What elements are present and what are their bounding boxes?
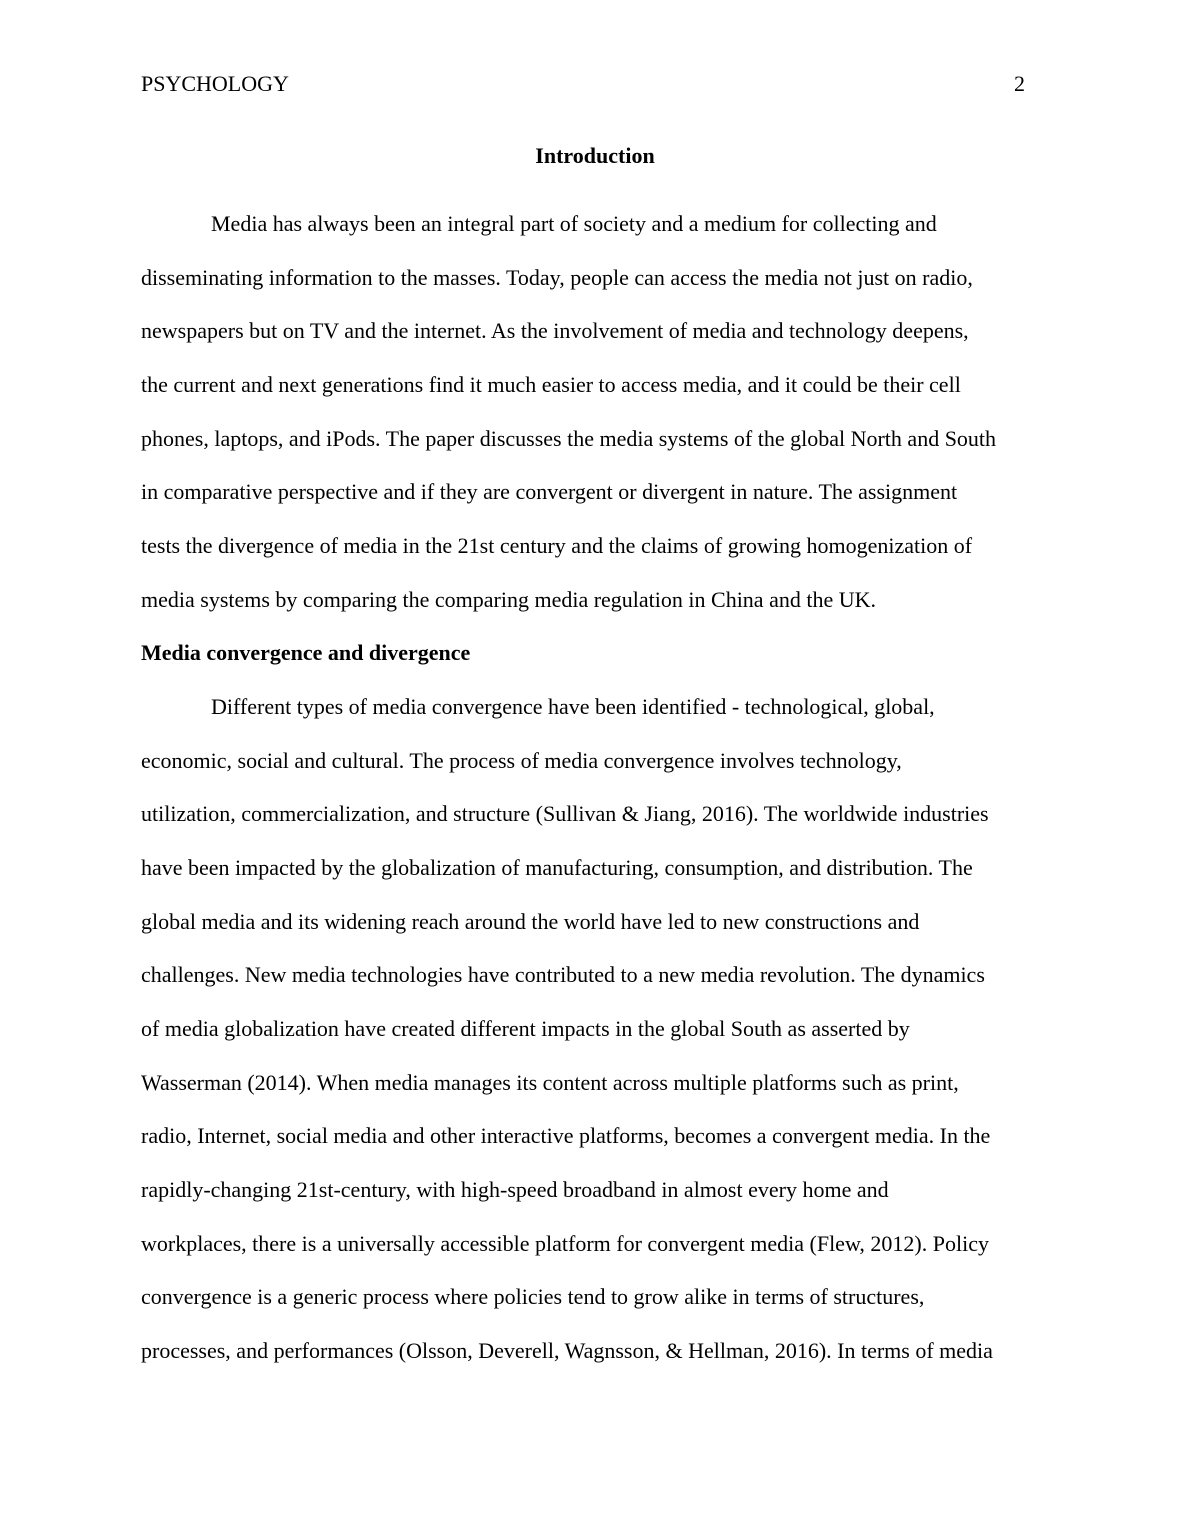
running-head: PSYCHOLOGY bbox=[141, 71, 289, 96]
paragraph-line: tests the divergence of media in the 21st century and the claims of growing homogenization of bbox=[141, 533, 973, 558]
paragraph-line: utilization, commercialization, and structure (Sullivan & Jiang, 2016). The worldwide industries bbox=[141, 801, 989, 826]
paragraph-line: phones, laptops, and iPods. The paper discusses the media systems of the global North and South bbox=[141, 426, 997, 451]
paragraph-line: have been impacted by the globalization of manufacturing, consumption, and distribution. The bbox=[141, 855, 973, 880]
paragraph-line: the current and next generations find it much easier to access media, and it could be their cell bbox=[141, 372, 961, 397]
introduction-heading: Introduction bbox=[535, 143, 655, 168]
paragraph-line: newspapers but on TV and the internet. As the involvement of media and technology deepens, bbox=[141, 318, 969, 343]
paragraph-line: Different types of media convergence have been identified - technological, global, bbox=[211, 694, 935, 719]
paragraph-line: processes, and performances (Olsson, Deverell, Wagnsson, & Hellman, 2016). In terms of media bbox=[141, 1338, 993, 1363]
paragraph-line: in comparative perspective and if they are convergent or divergent in nature. The assignment bbox=[141, 479, 958, 504]
page-number: 2 bbox=[1014, 71, 1025, 96]
paragraph-line: disseminating information to the masses. Today, people can access the media not just on radio, bbox=[141, 265, 973, 290]
paragraph-line: convergence is a generic process where policies tend to grow alike in terms of structures, bbox=[141, 1284, 925, 1309]
paragraph-line: global media and its widening reach around the world have led to new constructions and bbox=[141, 909, 920, 934]
paragraph-line: of media globalization have created different impacts in the global South as asserted by bbox=[141, 1016, 910, 1041]
paragraph-line: challenges. New media technologies have contributed to a new media revolution. The dynamics bbox=[141, 962, 985, 987]
paragraph-line: rapidly-changing 21st-century, with high-speed broadband in almost every home and bbox=[141, 1177, 889, 1202]
paragraph-line: media systems by comparing the comparing media regulation in China and the UK. bbox=[141, 587, 876, 612]
paragraph-line: workplaces, there is a universally accessible platform for convergent media (Flew, 2012). Policy bbox=[141, 1231, 989, 1256]
paragraph-line: radio, Internet, social media and other interactive platforms, becomes a convergent media. In the bbox=[141, 1123, 991, 1148]
section-heading: Media convergence and divergence bbox=[141, 640, 471, 665]
paragraph-line: economic, social and cultural. The process of media convergence involves technology, bbox=[141, 748, 902, 773]
paragraph-line: Wasserman (2014). When media manages its content across multiple platforms such as print, bbox=[141, 1070, 959, 1095]
paragraph-line: Media has always been an integral part of society and a medium for collecting and bbox=[211, 211, 937, 236]
